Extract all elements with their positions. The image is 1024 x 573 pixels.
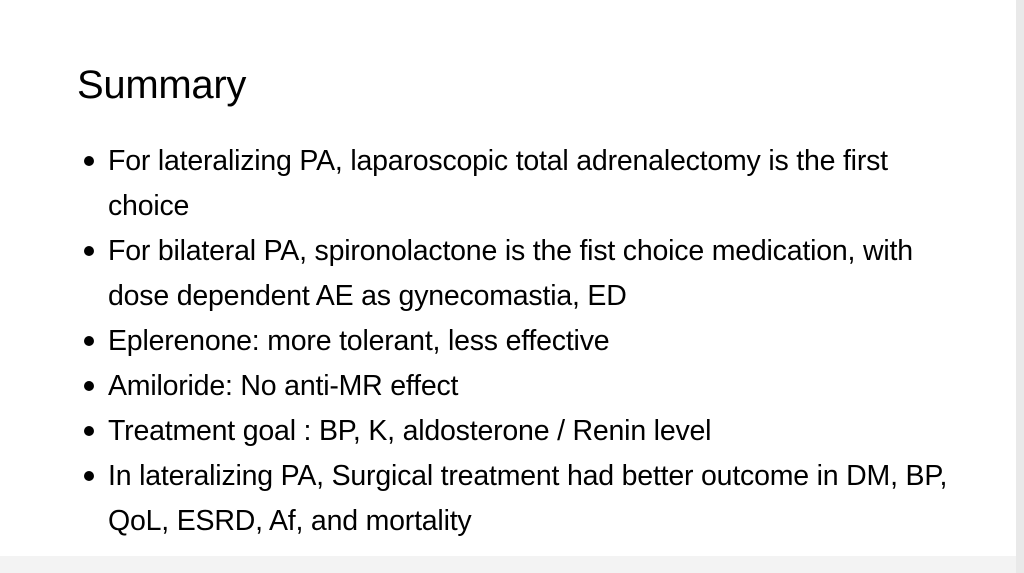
bullet-text: Eplerenone: more tolerant, less effective — [108, 325, 610, 357]
bullet-dot-icon — [84, 426, 94, 436]
scrollbar-track — [1016, 0, 1024, 573]
bullet-dot-icon — [84, 471, 94, 481]
bullet-item — [78, 139, 958, 229]
bullet-item — [78, 319, 958, 364]
bullet-list — [78, 139, 958, 544]
bullet-item — [78, 229, 958, 319]
bullet-item — [78, 409, 958, 454]
bullet-dot-icon — [84, 381, 94, 391]
bullet-dot-icon — [84, 156, 94, 166]
bullet-item — [78, 454, 958, 544]
bullet-dot-icon — [84, 246, 94, 256]
bottom-margin — [0, 556, 1016, 573]
bullet-text: Amiloride: No anti-MR effect — [108, 370, 459, 402]
bullet-item — [78, 364, 958, 409]
bullet-text: In lateralizing PA, Surgical treatment had better outcome in DM, BP, QoL, ESRD, Af, and mortality — [108, 460, 948, 537]
bullet-text: For bilateral PA, spironolactone is the fist choice medication, with dose dependent AE as gynecomastia, ED — [108, 235, 913, 312]
slide-title: Summary — [77, 63, 247, 107]
bullet-text: For lateralizing PA, laparoscopic total adrenalectomy is the first choice — [108, 145, 888, 222]
bullet-text: Treatment goal : BP, K, aldosterone / Renin level — [108, 415, 712, 447]
bullet-dot-icon — [84, 336, 94, 346]
